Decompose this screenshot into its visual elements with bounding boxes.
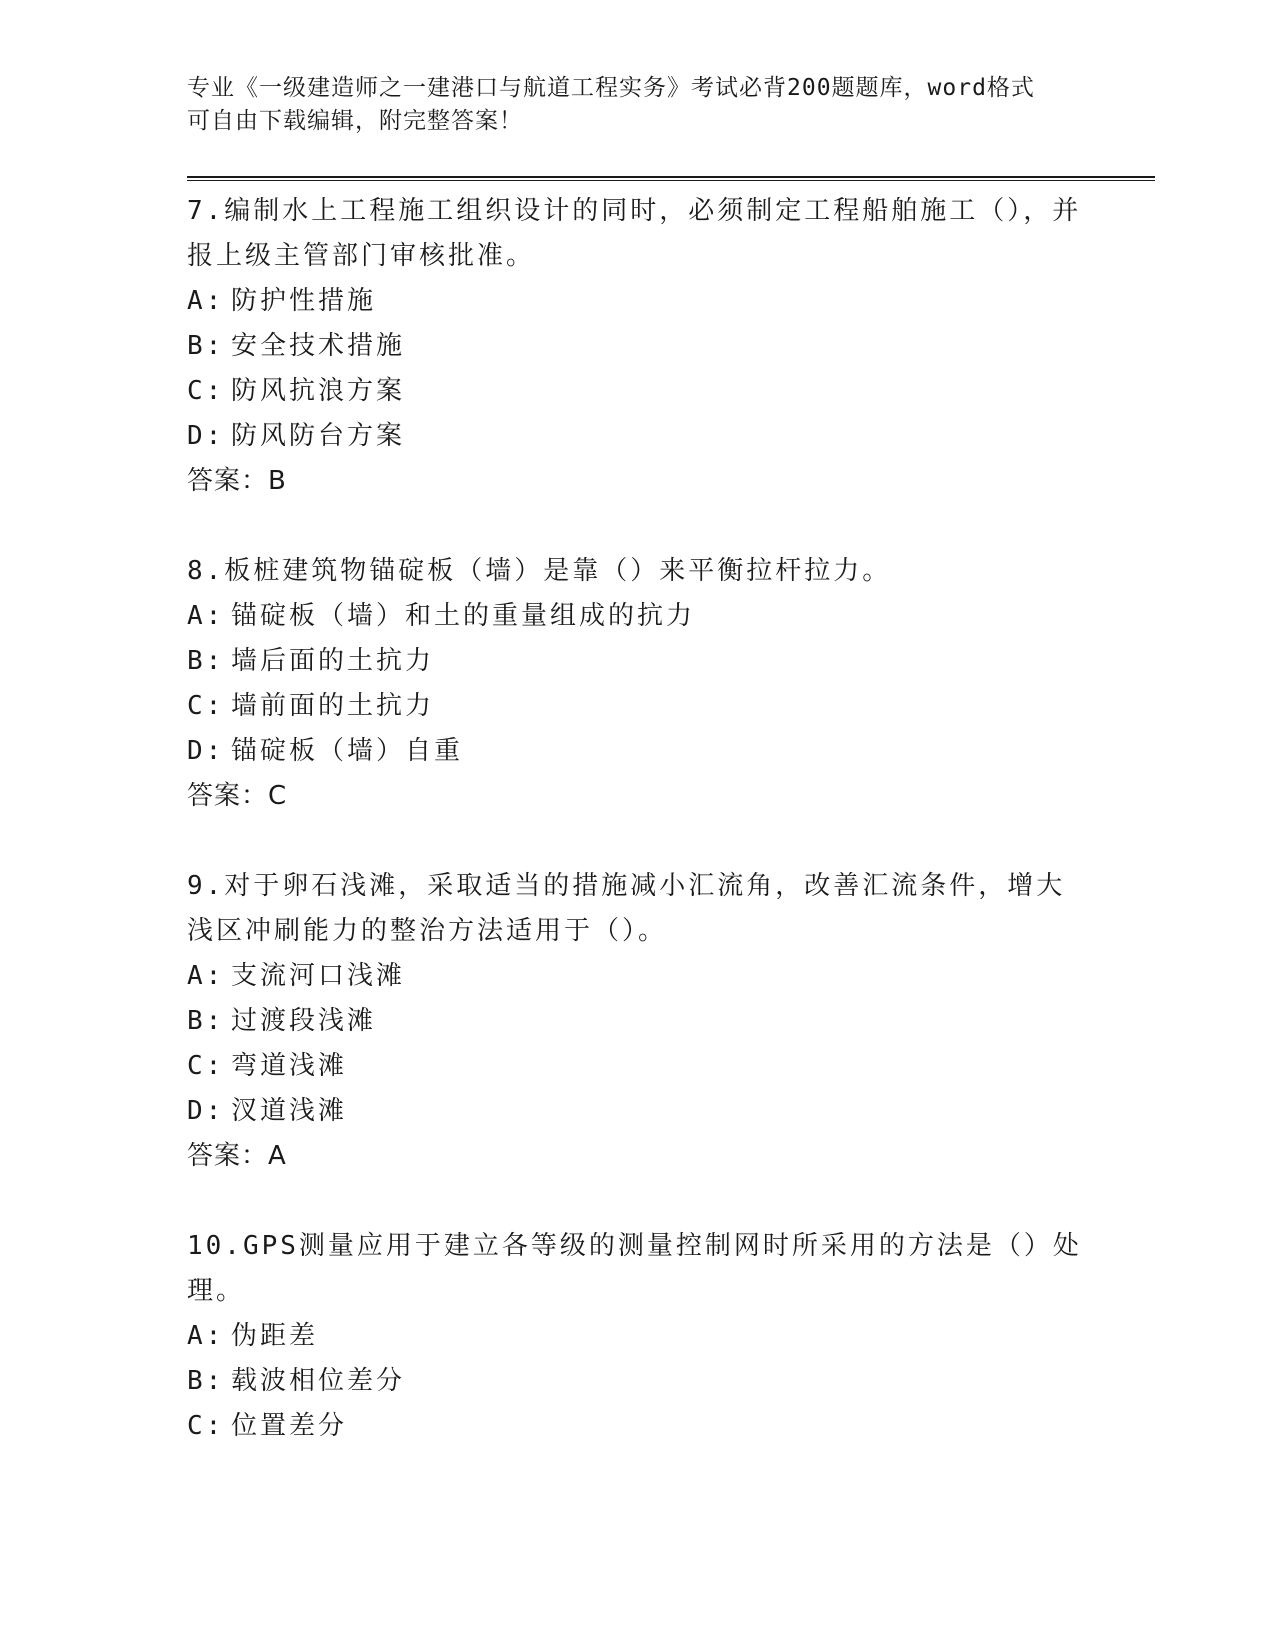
option-text: 汊道浅滩 (231, 1096, 348, 1126)
option-letter: A: (187, 961, 225, 991)
option-b (187, 324, 1087, 369)
question-stem: 10.GPS测量应用于建立各等级的测量控制网时所采用的方法是（）处理。 (187, 1231, 1082, 1306)
option-letter: B: (187, 1366, 225, 1396)
option-letter: B: (187, 331, 225, 361)
option-text: 支流河口浅滩 (231, 961, 406, 991)
option-letter: C: (187, 1411, 225, 1441)
question-stem: 9.对于卵石浅滩，采取适当的措施减小汇流角，改善汇流条件，增大浅区冲刷能力的整治方法适用于（）。 (187, 871, 1066, 946)
option-d (187, 729, 1087, 774)
question-8 (187, 549, 1087, 819)
option-text: 锚碇板（墙）和土的重量组成的抗力 (231, 601, 696, 631)
option-text: 墙前面的土抗力 (231, 691, 435, 721)
option-letter: C: (187, 691, 225, 721)
header-line-2: 可自由下载编辑，附完整答案！ (187, 108, 523, 134)
option-b (187, 1359, 1087, 1404)
option-text: 过渡段浅滩 (231, 1006, 377, 1036)
answer-line: 答案：B (187, 466, 287, 496)
option-text: 防风防台方案 (231, 421, 406, 451)
option-text: 墙后面的土抗力 (231, 646, 435, 676)
option-a (187, 1314, 1087, 1359)
option-b (187, 999, 1087, 1044)
document-header (187, 72, 1087, 138)
question-7 (187, 189, 1087, 504)
option-text: 锚碇板（墙）自重 (231, 736, 464, 766)
option-letter: A: (187, 1321, 225, 1351)
option-text: 弯道浅滩 (231, 1051, 348, 1081)
option-letter: D: (187, 421, 225, 451)
option-c (187, 369, 1087, 414)
option-letter: D: (187, 736, 225, 766)
option-letter: C: (187, 376, 225, 406)
option-a (187, 279, 1087, 324)
option-letter: A: (187, 601, 225, 631)
option-a (187, 594, 1087, 639)
question-stem: 8.板桩建筑物锚碇板（墙）是靠（）来平衡拉杆拉力。 (187, 556, 892, 586)
option-letter: A: (187, 286, 225, 316)
header-line-1: 专业《一级建造师之一建港口与航道工程实务》考试必背200题题库，word格式 (187, 75, 1035, 101)
header-divider (187, 176, 1155, 181)
option-text: 载波相位差分 (231, 1366, 406, 1396)
option-text: 安全技术措施 (231, 331, 406, 361)
question-9 (187, 864, 1087, 1179)
option-text: 防风抗浪方案 (231, 376, 406, 406)
question-10 (187, 1224, 1087, 1449)
option-letter: C: (187, 1051, 225, 1081)
option-text: 防护性措施 (231, 286, 377, 316)
option-c (187, 1404, 1087, 1449)
option-c (187, 684, 1087, 729)
question-list (187, 189, 1087, 1494)
option-letter: B: (187, 1006, 225, 1036)
option-text: 伪距差 (231, 1321, 319, 1351)
option-d (187, 414, 1087, 459)
option-d (187, 1089, 1087, 1134)
answer-line: 答案：A (187, 1141, 287, 1171)
option-letter: B: (187, 646, 225, 676)
option-c (187, 1044, 1087, 1089)
option-b (187, 639, 1087, 684)
question-stem: 7.编制水上工程施工组织设计的同时，必须制定工程船舶施工（），并报上级主管部门审核批准。 (187, 196, 1082, 271)
option-letter: D: (187, 1096, 225, 1126)
option-a (187, 954, 1087, 999)
option-text: 位置差分 (231, 1411, 348, 1441)
answer-line: 答案：C (187, 781, 288, 811)
